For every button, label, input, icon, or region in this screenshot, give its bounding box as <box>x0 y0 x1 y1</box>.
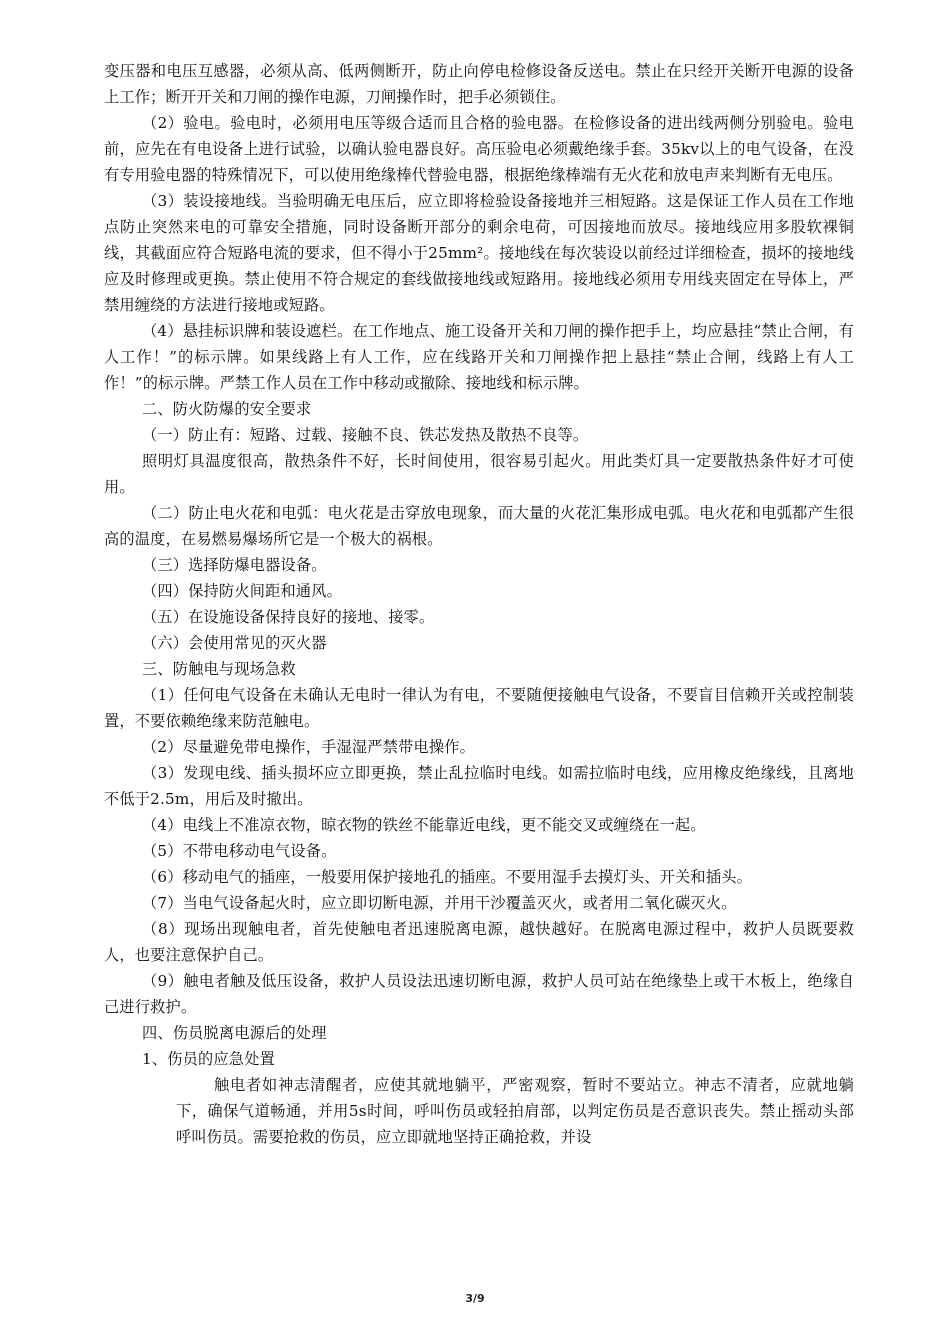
subsection-heading: 1、伤员的应急处置 <box>142 1050 275 1068</box>
paragraph: （6）移动电气的插座，一般要用保护接地孔的插座。不要用湿手去摸灯头、开关和插头。 <box>142 868 752 886</box>
paragraph: （2）尽量避免带电操作，手湿湿严禁带电操作。 <box>142 738 476 756</box>
paragraph: （1）任何电气设备在未确认无电时一律认为有电，不要随便接触电气设备，不要盲目信赖开关或控制装置，不要依赖绝缘来防范触电。 <box>104 686 854 730</box>
section-heading: 三、防触电与现场急救 <box>142 660 296 678</box>
paragraph: （4）电线上不准凉衣物，晾衣物的铁丝不能靠近电线，更不能交叉或缠绕在一起。 <box>142 816 706 834</box>
paragraph: （9）触电者触及低压设备，救护人员设法迅速切断电源，救护人员可站在绝缘垫上或干木板上，绝缘自己进行救护。 <box>104 972 854 1016</box>
paragraph: （8）现场出现触电者，首先使触电者迅速脱离电源，越快越好。在脱离电源过程中，救护人员既要救人，也要注意保护自己。 <box>104 920 854 964</box>
section-heading: 二、防火防爆的安全要求 <box>142 400 312 418</box>
paragraph: （3）装设接地线。当验明确无电压后，应立即将检验设备接地并三相短路。这是保证工作人员在工作地点防止突然来电的可靠安全措施，同时设备断开部分的剩余电荷，可因接地而放尽。接地线应用多股软裸铜线，其截面应符合短路电流的要求，但不得小于25mm²。接地线在每次装设以前经过详细检查，损坏的接地线应及时修理或更换。禁止使用不符合规定的套线做接地线或短路用。接地线必须用专用线夹固定在导体上，严禁用缠绕的方法进行接地或短路。 <box>104 192 854 314</box>
paragraph: （四）保持防火间距和通风。 <box>142 582 343 600</box>
paragraph: （3）发现电线、插头损坏应立即更换，禁止乱拉临时电线。如需拉临时电线，应用橡皮绝缘线，且离地不低于2.5m，用后及时撤出。 <box>104 764 854 808</box>
paragraph: （7）当电气设备起火时，应立即切断电源，并用干沙覆盖灭火，或者用二氧化碳灭火。 <box>142 894 737 912</box>
paragraph: （六）会使用常见的灭火器 <box>142 634 327 652</box>
paragraph: 变压器和电压互感器，必须从高、低两侧断开，防止向停电检修设备反送电。禁止在只经开关断开电源的设备上工作；断开开关和刀闸的操作电源，刀闸操作时，把手必须锁住。 <box>104 62 854 106</box>
page-number: 3/9 <box>465 1292 485 1305</box>
page-body <box>104 58 854 1150</box>
subsection-body <box>104 1072 854 1150</box>
paragraph: （4）悬挂标识牌和装设遮栏。在工作地点、施工设备开关和刀闸的操作把手上，均应悬挂“禁止合闸，有人工作！”的标示牌。如果线路上有人工作，应在线路开关和刀闸操作把上悬挂“禁止合闸，线路上有人工作！”的标示牌。严禁工作人员在工作中移动或撤除、接地线和标示牌。 <box>104 322 854 392</box>
paragraph: （二）防止电火花和电弧：电火花是击穿放电现象，而大量的火花汇集形成电弧。电火花和电弧都产生很高的温度，在易燃易爆场所它是一个极大的祸根。 <box>104 504 854 548</box>
paragraph: 触电者如神志清醒者，应使其就地躺平，严密观察，暂时不要站立。神志不清者，应就地躺下，确保气道畅通，并用5s时间，呼叫伤员或轻拍肩部，以判定伤员是否意识丧失。禁止摇动头部呼叫伤员。需要抢救的伤员，应立即就地坚持正确抢救，并设 <box>176 1076 854 1146</box>
section-heading: 四、伤员脱离电源后的处理 <box>142 1024 327 1042</box>
paragraph: （五）在设施设备保持良好的接地、接零。 <box>142 608 435 626</box>
paragraph: （2）验电。验电时，必须用电压等级合适而且合格的验电器。在检修设备的进出线两侧分别验电。验电前，应先在有电设备上进行试验，以确认验电器良好。高压验电必须戴绝缘手套。35kv以上的电气设备，在没有专用验电器的特殊情况下，可以使用绝缘棒代替验电器，根据绝缘棒端有无火花和放电声来判断有无电压。 <box>104 114 854 184</box>
paragraph: （三）选择防爆电器设备。 <box>142 556 327 574</box>
paragraph: （5）不带电移动电气设备。 <box>142 842 337 860</box>
paragraph: （一）防止有：短路、过载、接触不良、铁芯发热及散热不良等。 <box>142 426 589 444</box>
paragraph: 照明灯具温度很高，散热条件不好，长时间使用，很容易引起火。用此类灯具一定要散热条件好才可使用。 <box>104 452 854 496</box>
